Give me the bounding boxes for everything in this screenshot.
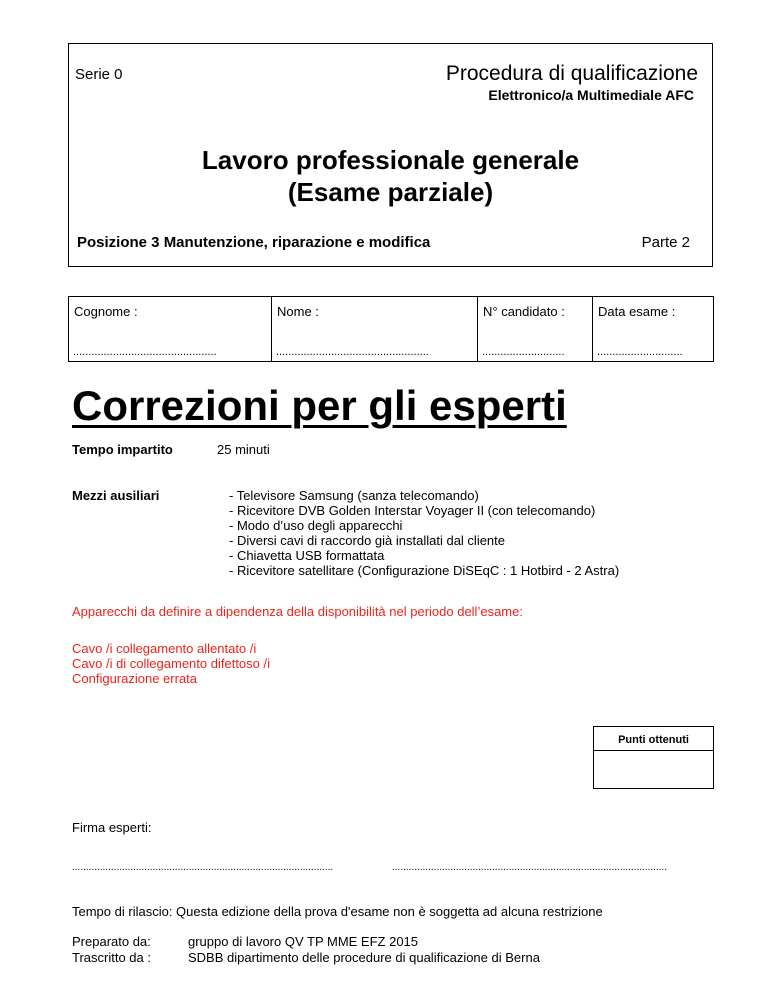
surname-dots: ...............................................: [73, 346, 217, 358]
aid-item: - Ricevitore DVB Golden Interstar Voyager II (con telecomando): [229, 503, 596, 518]
name-field[interactable]: [272, 297, 478, 362]
candidate-table: [68, 296, 714, 362]
exam-date-label: Data esame :: [598, 304, 676, 319]
time-value: 25 minuti: [217, 442, 270, 457]
name-label: Nome :: [277, 304, 319, 319]
header-box: [68, 43, 713, 267]
signature-line-1[interactable]: ..............................................................................................: [72, 862, 334, 873]
candidate-number-dots: ...........................: [482, 346, 565, 358]
aids-list: [229, 488, 619, 578]
signature-label: Firma esperti:: [72, 820, 152, 835]
exam-date-field[interactable]: [593, 297, 714, 362]
main-title: [69, 144, 712, 208]
main-title-line1: Lavoro professionale generale: [201, 145, 580, 175]
candidate-number-field[interactable]: [478, 297, 593, 362]
red-notice-line: Configurazione errata: [72, 671, 198, 686]
aid-item: - Modo d’uso degli apparecchi: [229, 518, 403, 533]
aid-item: - Chiavetta USB formattata: [229, 548, 385, 563]
release-note: Tempo di rilascio: Questa edizione della prova d'esame non è soggetta ad alcuna restrizione: [72, 904, 603, 919]
prepared-label: Preparato da:: [72, 934, 151, 949]
name-dots: ..................................................: [276, 346, 429, 358]
candidate-number-label: N° candidato :: [483, 304, 565, 319]
corrections-title: Correzioni per gli esperti: [72, 382, 567, 429]
aid-item: - Diversi cavi di raccordo già installati dal cliente: [229, 533, 506, 548]
transcribed-label: Trascritto da :: [72, 950, 151, 965]
procedure-title: Procedura di qualificazione: [445, 62, 698, 85]
exam-date-dots: ............................: [597, 346, 683, 358]
position-title: Posizione 3 Manutenzione, riparazione e modifica: [77, 234, 431, 251]
points-label: Punti ottenuti: [594, 727, 713, 751]
transcribed-value: SDBB dipartimento delle procedure di qualificazione di Berna: [188, 950, 540, 965]
main-title-line2: (Esame parziale): [287, 177, 494, 207]
serie-label: Serie 0: [75, 66, 123, 83]
red-notice-heading: Apparecchi da definire a dipendenza della disponibilità nel periodo dell’esame:: [72, 604, 523, 619]
red-notice-lines: [72, 641, 270, 686]
surname-label: Cognome :: [74, 304, 138, 319]
points-value-area[interactable]: [594, 751, 713, 788]
red-notice-line: Cavo /i collegamento allentato /i: [72, 641, 257, 656]
points-box: [593, 726, 714, 789]
aids-label: Mezzi ausiliari: [72, 488, 160, 503]
signature-line-2[interactable]: ...................................................................................................: [392, 862, 668, 873]
surname-field[interactable]: [69, 297, 272, 362]
time-label: Tempo impartito: [72, 442, 173, 457]
profession-title: Elettronico/a Multimediale AFC: [488, 87, 694, 103]
aid-item: - Televisore Samsung (sanza telecomando): [229, 488, 479, 503]
prepared-value: gruppo di lavoro QV TP MME EFZ 2015: [188, 934, 419, 949]
red-notice-line: Cavo /i di collegamento difettoso /i: [72, 656, 270, 671]
aid-item: - Ricevitore satellitare (Configurazione DiSEqC : 1 Hotbird - 2 Astra): [229, 563, 620, 578]
part-label: Parte 2: [641, 234, 690, 251]
